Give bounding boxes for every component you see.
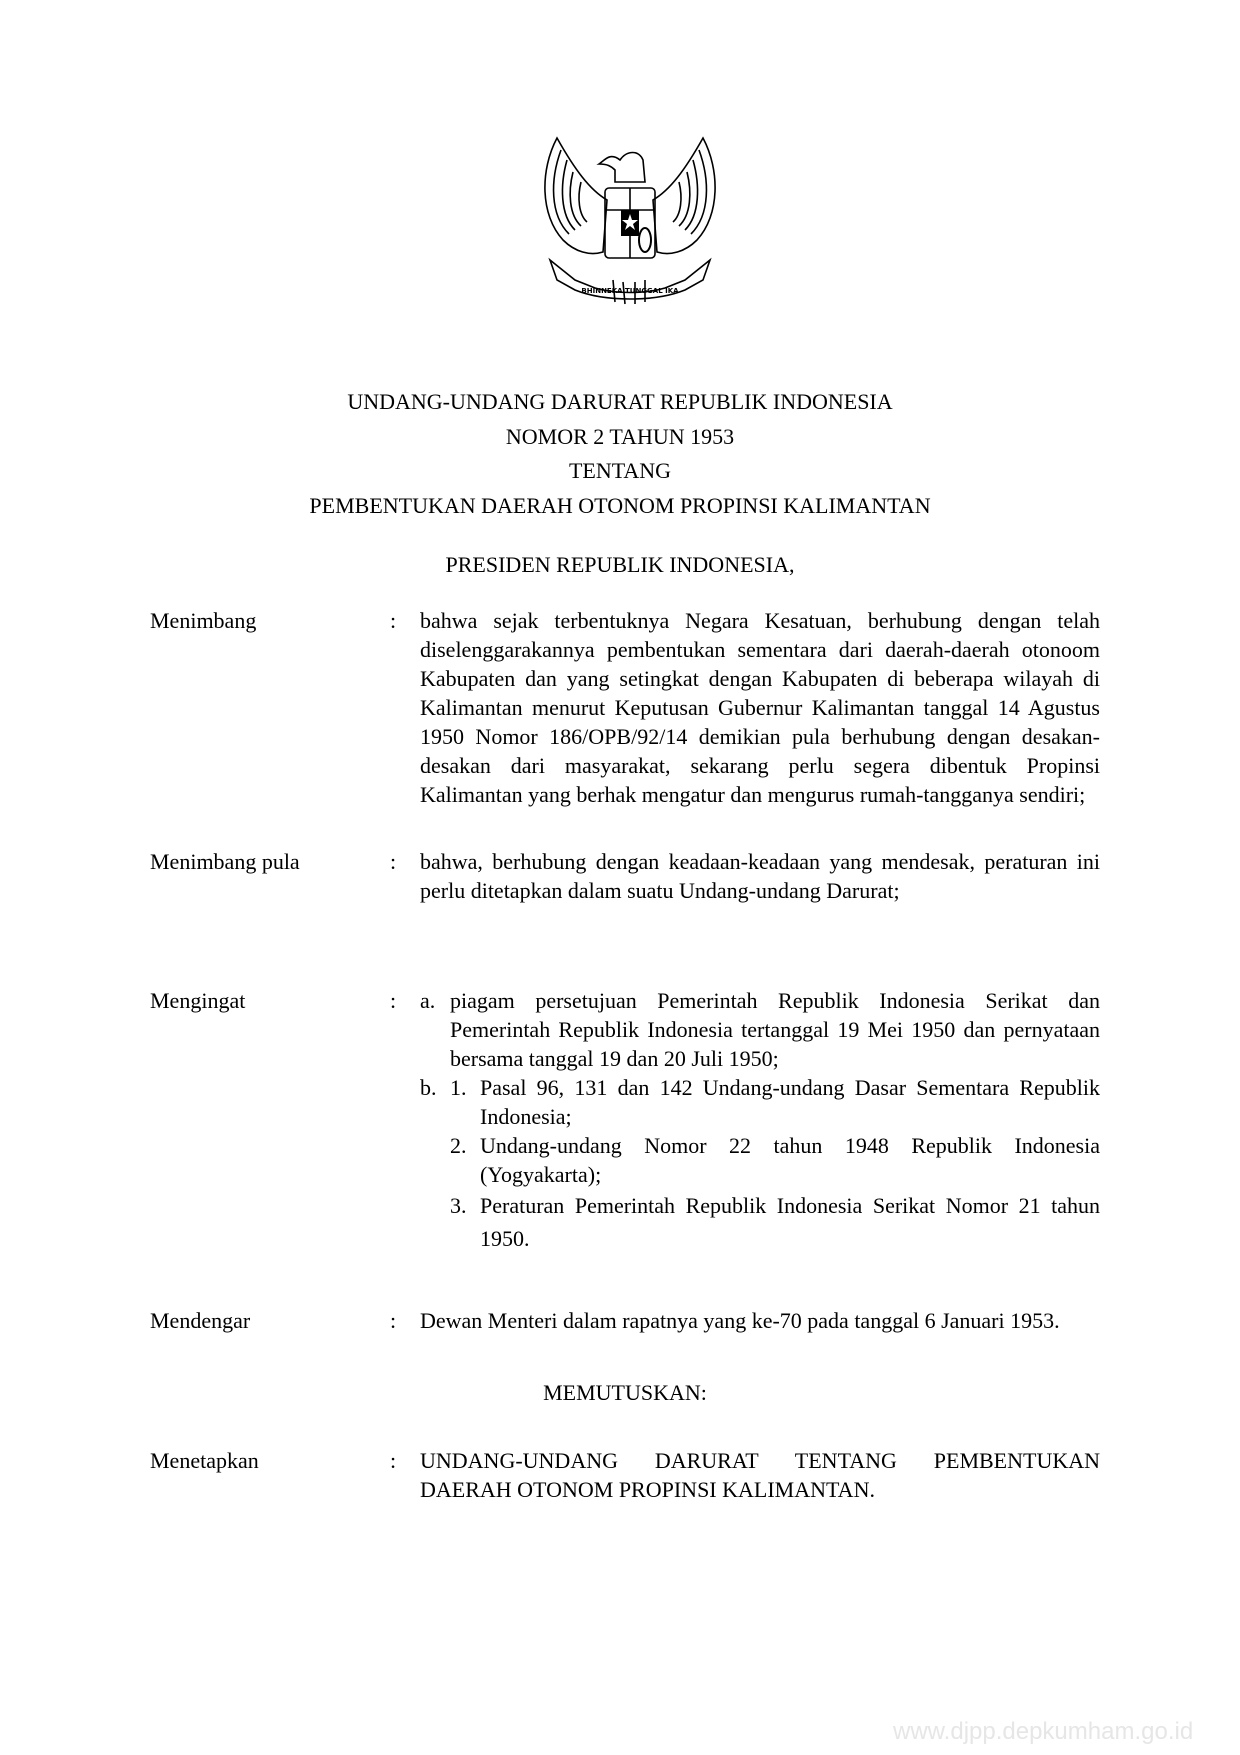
- section-text: bahwa, berhubung dengan keadaan-keadaan yang mendesak, peraturan ini perlu ditetapkan dalam suatu Undang-undang Darurat;: [420, 849, 1100, 903]
- sublist-marker: 1.: [450, 1075, 467, 1100]
- document-title: [0, 385, 1240, 523]
- garuda-pancasila-emblem-icon: [535, 130, 725, 305]
- list-item-a: [420, 986, 1100, 1073]
- list-item-b: [420, 1073, 1100, 1131]
- title-line-3: TENTANG: [568, 458, 672, 483]
- section-colon: :: [390, 988, 397, 1013]
- section-colon: :: [390, 1448, 397, 1473]
- section-label: Menimbang pula: [150, 849, 300, 874]
- section-colon: :: [390, 1308, 397, 1333]
- title-line-2: NOMOR 2 TAHUN 1953: [505, 423, 735, 449]
- list-item-b2: [420, 1131, 1100, 1189]
- section-text: Dewan Menteri dalam rapatnya yang ke-70 pada tanggal 6 Januari 1953.: [420, 1308, 1060, 1333]
- section-label: Mengingat: [150, 988, 246, 1013]
- memutuskan-heading: MEMUTUSKAN:: [543, 1380, 707, 1405]
- sublist-text: Undang-undang Nomor 22 tahun 1948 Republik Indonesia (Yogyakarta);: [480, 1133, 1100, 1187]
- list-item-b3: [420, 1189, 1100, 1255]
- section-label: Menimbang: [150, 608, 257, 633]
- title-line-1: UNDANG-UNDANG DARURAT REPUBLIK INDONESIA: [347, 389, 893, 414]
- section-colon: :: [390, 608, 397, 633]
- sublist-marker: 3.: [450, 1193, 467, 1218]
- sublist-text: Pasal 96, 131 dan 142 Undang-undang Dasar Sementara Republik Indonesia;: [480, 1075, 1100, 1129]
- section-text: bahwa sejak terbentuknya Negara Kesatuan, berhubung dengan telah diselenggarakannya pembentukan sementara dari daerah-daerah otonoom Kabupaten dan yang setingkat dengan Kabupaten di beberapa wilayah di Kalimantan menurut Keputusan Gubernur Kalimantan tanggal 14 Agustus 1950 Nomor 186/OPB/92/14 demikian pula berhubung dengan desakan-desakan dari masyarakat, sekarang perlu segera dibentuk Propinsi Kalimantan yang berhak mengatur dan mengurus rumah-tangganya sendiri;: [420, 608, 1100, 807]
- sublist-marker: 2.: [450, 1133, 467, 1158]
- list-text: piagam persetujuan Pemerintah Republik Indonesia Serikat dan Pemerintah Republik Indonesia tertanggal 19 Mei 1950 dan pernyataan bersama tanggal 19 dan 20 Juli 1950;: [450, 988, 1100, 1071]
- title-line-4: PEMBENTUKAN DAERAH OTONOM PROPINSI KALIMANTAN: [309, 492, 931, 518]
- watermark: www.djpp.depkumham.go.id: [893, 1718, 1194, 1745]
- section-label: Menetapkan: [150, 1448, 259, 1473]
- president-heading: PRESIDEN REPUBLIK INDONESIA,: [445, 552, 795, 577]
- section-colon: :: [390, 849, 397, 874]
- emblem-motto: BHINNEKA TUNGGAL IKA: [581, 287, 679, 295]
- sublist-text: Peraturan Pemerintah Republik Indonesia Serikat Nomor 21 tahun 1950.: [480, 1193, 1100, 1251]
- section-text: UNDANG-UNDANG DARURAT TENTANG PEMBENTUKAN DAERAH OTONOM PROPINSI KALIMANTAN.: [420, 1448, 1100, 1502]
- section-label: Mendengar: [150, 1308, 251, 1333]
- list-marker: b.: [420, 1075, 437, 1100]
- list-marker: a.: [420, 988, 436, 1013]
